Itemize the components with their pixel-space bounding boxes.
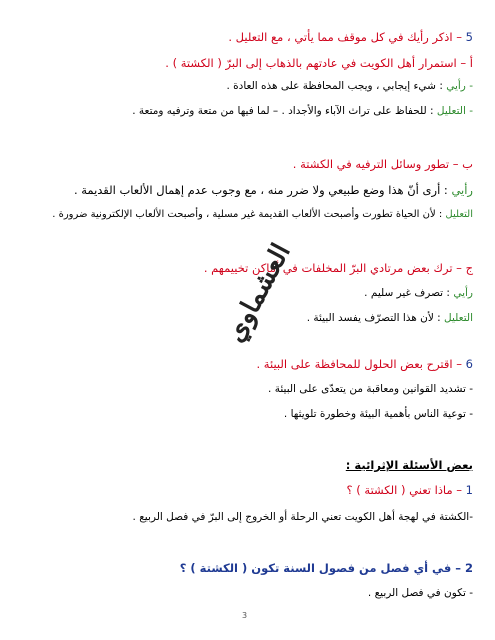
enrichment-title: بعض الأسئلة الإثرائية : [345,458,473,472]
reason-label: التعليل [444,312,473,324]
item-b-reason [14,208,473,222]
item-a-title: أ – استمرار أهل الكويت في عادتهم بالذهاب إلى البرّ ( الكشتة ) . [165,56,473,70]
q5-number: 5 [465,30,473,44]
opinion-text: : تصرف غير سليم . [364,287,450,299]
item-c-title: ج – ترك بعض مرتادي البرّ المخلفات في أماكن تخييمهم . [203,261,473,275]
opinion-label: رأيي [451,183,473,197]
item-b-opinion [14,183,473,197]
q6-number: 6 [465,357,473,371]
item-b-title: ب – تطور وسائل الترفيه في الكشتة . [292,157,473,171]
q6-heading-text: – اقترح بعض الحلول للمحافظة على البيئة . [256,357,463,371]
q5-heading-text: – اذكر رأيك في كل موقف مما يأتي ، مع التعليل . [228,30,463,44]
author-watermark: العشماوي [220,238,297,348]
enrichment-q2: 2 – في أي فصل من فصول السنة تكون ( الكشتة ) ؟ [179,561,473,575]
reason-text: : للحفاظ على تراث الآباء والأجداد . – لما فيها من متعة وترفيه ومتعة . [132,105,434,117]
opinion-text: : أرى أنّ هذا وضع طبيعي ولا ضرر منه ، مع وجوب عدم إهمال الألعاب القديمة . [73,183,448,197]
opinion-text: : شيء إيجابي ، ويجب المحافظة على هذه العادة . [226,80,443,92]
enrichment-a1: -الكشتة في لهجة أهل الكويت تعني الرحلة أو الخروج إلى البرّ في فصل الربيع . [132,511,473,523]
reason-text: : لأن هذا التصرّف يفسد البيئة . [306,312,441,324]
page-number: 3 [242,611,248,620]
q6-heading [14,357,473,371]
opinion-label: - رأيي [446,80,473,92]
q6-item-2: - توعية الناس بأهمية البيئة وخطورة تلويثها . [283,408,473,420]
enrichment-a2: - تكون في فصل الربيع . [367,587,473,599]
q6-item-1: - تشديد القوانين ومعاقبة من يتعدّى على البيئة . [268,383,473,395]
opinion-label: رأيي [453,287,473,299]
q1-number: 1 [465,483,473,497]
q5-heading [14,30,473,44]
reason-label: - التعليل [436,105,473,117]
enrichment-q1 [14,483,473,497]
reason-text: : لأن الحياة تطورت وأصبحت الألعاب القديمة غير مسلية ، وأصبحت الألعاب الإلكترونية ضرورة . [52,209,443,220]
item-a-opinion [14,79,473,93]
reason-label: التعليل [445,209,473,220]
q1-text: – ماذا تعني ( الكشتة ) ؟ [346,483,463,497]
item-a-reason [14,104,473,118]
